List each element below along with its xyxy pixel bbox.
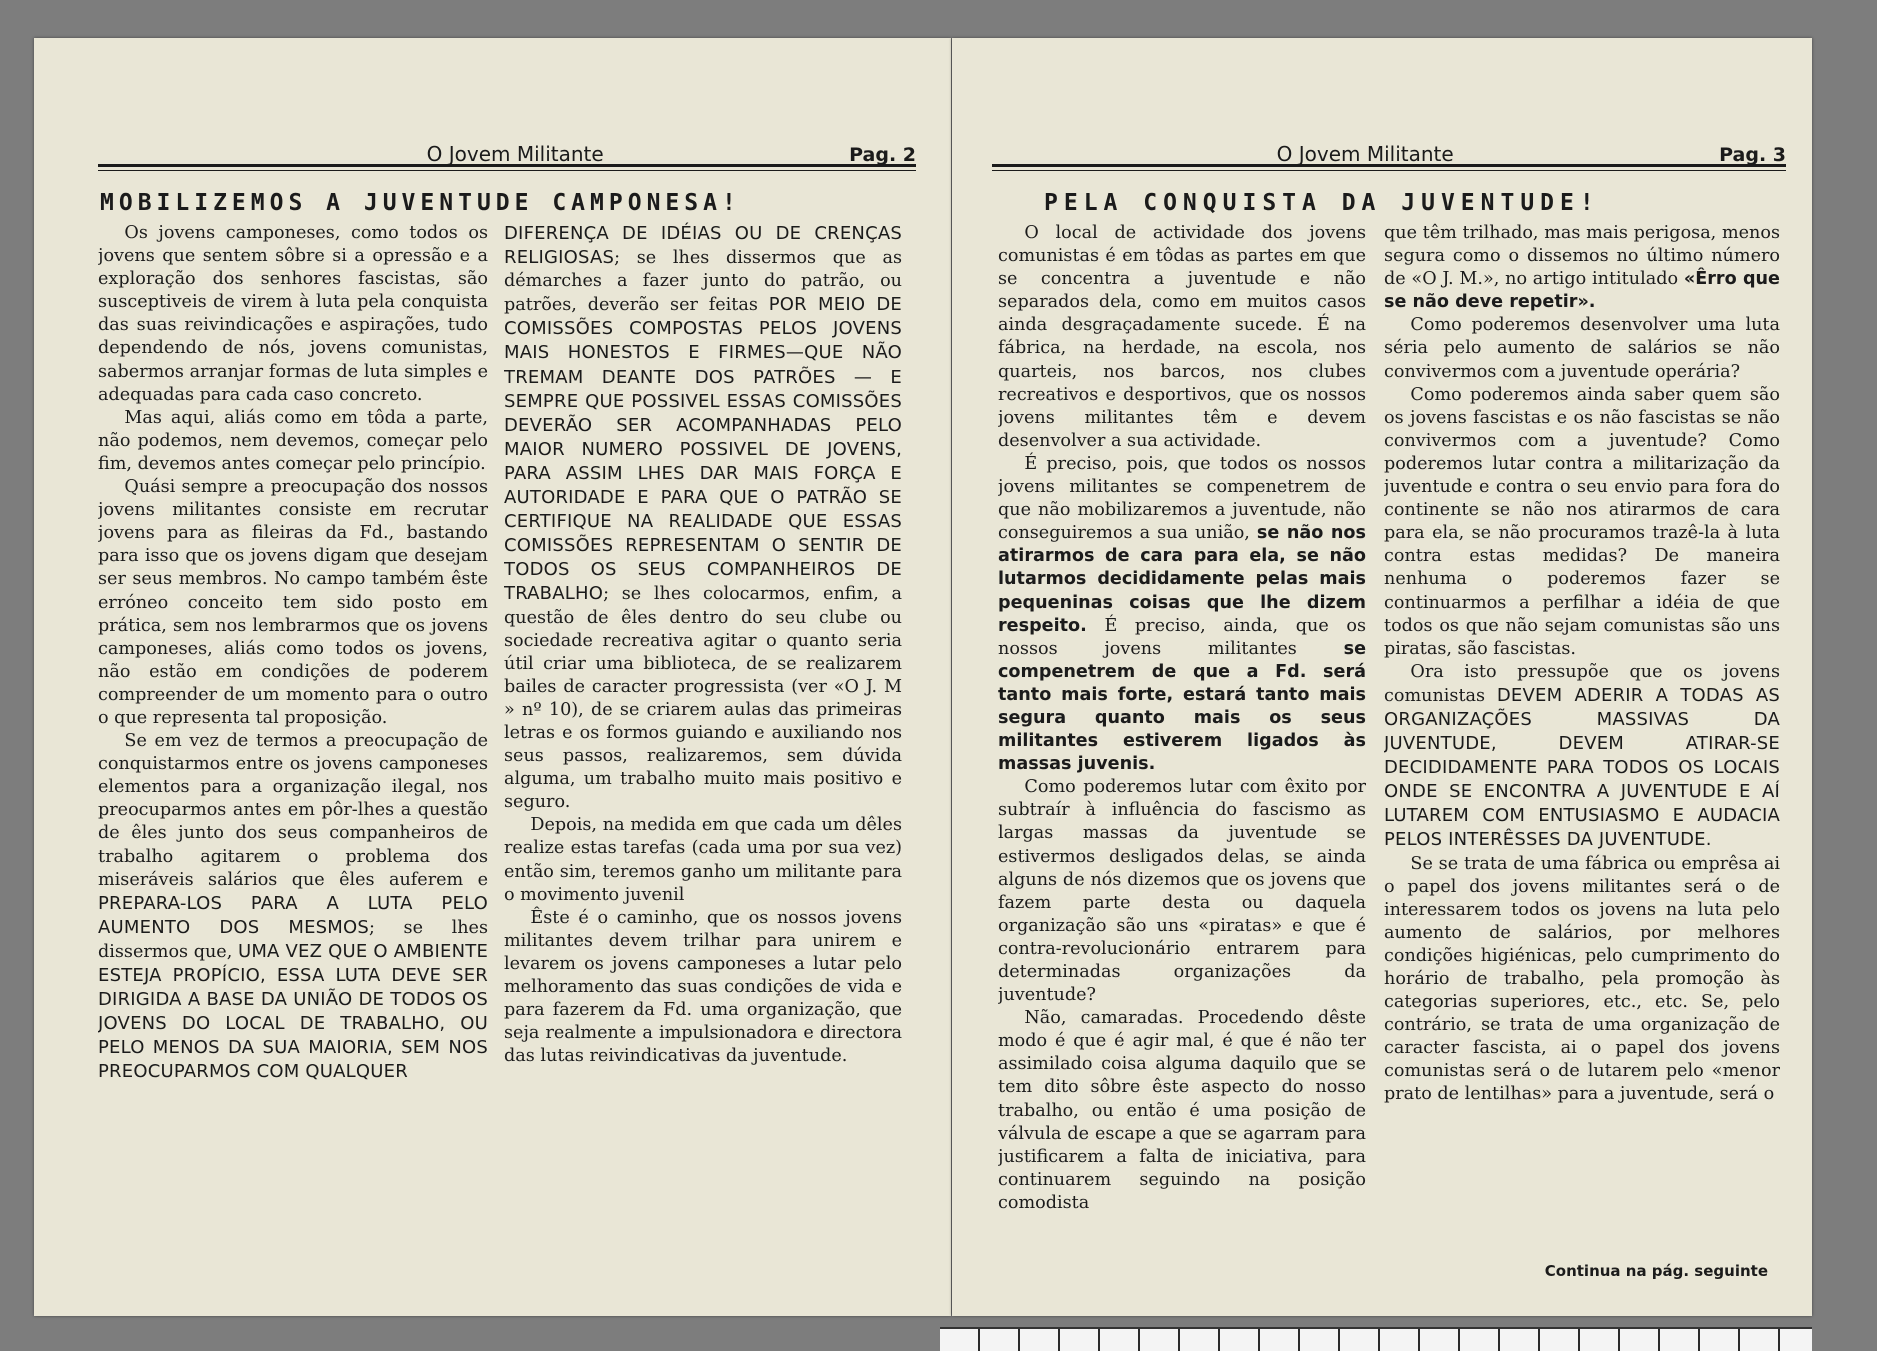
page-number: Pag. 3	[1719, 144, 1786, 166]
running-head	[992, 104, 1786, 166]
paragraph	[1384, 222, 1780, 314]
paragraph: Quási sempre a preocupação dos nossos jovens militantes consiste em recrutar jovens para as fileiras da Fd., bastando para isso que os jovens digam que desejam ser seus membros. No campo também êste erróneo conceito tem sido posto em prática, sem nos lembrarmos que os jovens camponeses, aliás como todos os jovens, não estão em condições de poderem compreender de um momento para o outro o que representa tal proposição.	[98, 477, 488, 728]
capitalized-emphasis: DIFERENÇA DE IDÉIAS OU DE CRENÇAS RELIGIOSAS	[504, 223, 902, 269]
paragraph-text: ; se lhes dissermos que as démarches a fazer junto do patrão, ou patrões, deverão ser feitas	[504, 248, 902, 316]
page-number: Pag. 2	[849, 144, 916, 166]
page-3	[952, 38, 1812, 1316]
paragraph: Depois, na medida em que cada um dêles realize estas tarefas (cada uma por sua vez) então sim, teremos ganho um militante para o movimento juvenil	[504, 815, 902, 905]
paragraph: Como poderemos lutar com êxito por subtraír à influência do fascismo as largas massas da juventude se estivermos desligados delas, se ainda alguns de nós dizemos que os jovens que fazem parte desta ou daquela organização são uns «piratas» e que é contra-revolucionário entrarem para determinadas organizações da juventude?	[998, 777, 1366, 1006]
paragraph: Mas aqui, aliás como em tôda a parte, não podemos, nem devemos, começar pelo fim, devemos antes começar pelo princípio.	[98, 407, 488, 474]
paragraph: O local de actividade dos jovens comunistas é em tôdas as partes em que se concentra a juventude e não separados dela, como em muitos casos ainda desgraçadamente sucede. É na fábrica, na herdade, na escola, nos quarteis, nos barcos, nos clubes recreativos e desportivos, que os nossos jovens militantes têm e devem desenvolver a sua actividade.	[998, 223, 1366, 451]
article-column-2	[1384, 222, 1780, 1282]
header-rule-thin	[992, 170, 1786, 171]
article-headline: MOBILIZEMOS A JUVENTUDE CAMPONESA!	[100, 190, 741, 216]
paragraph	[98, 730, 488, 1084]
article-headline: PELA CONQUISTA DA JUVENTUDE!	[1044, 190, 1600, 216]
paragraph	[1384, 661, 1780, 853]
paragraph-text: Ora isto pressupõe que os jovens comunistas	[1384, 661, 1780, 706]
paragraph-text: ; se lhes colocarmos, enfim, a questão de êles dentro do seu clube ou sociedade recreativa agitar o quanto seria útil criar uma biblioteca, de se realizarem bailes de caracter progressista (ver «O J. M » nº 10), de se criarem aulas das primeiras letras e os formos guiando e auxiliando nos seus passos, realizaremos, sem dúvida alguma, um trabalho muito mais positivo e seguro.	[504, 584, 902, 813]
journal-title: O Jovem Militante	[1276, 142, 1454, 166]
bold-emphasis: se não nos atirarmos de cara para ela, se não lutarmos decididamente pelas mais pequeninas coisas que lhe dizem respeito.	[998, 523, 1366, 636]
paragraph	[504, 222, 902, 814]
header-rule-thin	[98, 170, 916, 171]
paragraph-text: Se em vez de termos a preocupação de conquistarmos entre os jovens camponeses elementos para a organização ilegal, nos preocuparmos antes em pôr-lhes a questão de êles junto dos seus companheiros de trabalho agitarem o problema dos miseráveis salários que êles auferem e	[98, 731, 488, 890]
paragraph: Não, camaradas. Procedendo dêste modo é que é agir mal, é que é não ter assimilado coisa alguma daquilo que se tem dito sôbre êste aspecto do nosso trabalho, ou então é uma posição de válvula de escape a que se agarram para justificarem a falta de iniciativa, para continuarem seguindo na posição comodista	[998, 1008, 1366, 1213]
paragraph-text: que têm trilhado, mas mais perigosa, menos segura como o dissemos no último número de «O J. M.», no artigo intitulado	[1384, 223, 1780, 290]
paragraph	[998, 453, 1366, 776]
paragraph: Se se trata de uma fábrica ou emprêsa ai o papel dos jovens militantes será o de interessarem todos os jovens na luta pelo aumento de salários, por melhores condições higiénicas, pelo cumprimento do horário de trabalho, pela promoção às categorias superiores, etc., etc. Se, pelo contrário, se trata de uma organização de caracter fascista, ai o papel dos jovens comunistas será o de lutarem pelo «menor prato de lentilhas» para a juventude, será o	[1384, 853, 1780, 1105]
paragraph: Os jovens camponeses, como todos os jovens que sentem sôbre si a opressão e a exploração dos senhores fascistas, são susceptiveis de virem à luta pela conquista das suas reivindicações e aspirações, tudo dependendo de nós, jovens comunistas, sabermos arranjar formas de luta simples e adequadas para cada caso concreto.	[98, 223, 488, 405]
capitalized-emphasis: UMA VEZ QUE O AMBIENTE ESTEJA PROPÍCIO, ESSA LUTA DEVE SER DIRIGIDA A BASE DA UNIÃO DE TODOS OS JOVENS DO LOCAL DE TRABALHO, OU PELO MENOS DA SUA MAIORIA, SEM NOS PREOCUPARMOS COM QUALQUER	[98, 940, 488, 1083]
article-column-1	[998, 222, 1366, 1282]
journal-title: O Jovem Militante	[426, 142, 604, 166]
page-2	[34, 38, 951, 1316]
paragraph-text: É preciso, ainda, que os nossos jovens militantes	[998, 615, 1366, 659]
bold-emphasis: «Êrro que se não deve repetir».	[1384, 269, 1780, 313]
running-head	[98, 104, 916, 166]
continuation-note: Continua na pág. seguinte	[1544, 1262, 1768, 1280]
paragraph-text: ; se lhes dissermos que,	[98, 917, 488, 962]
paragraph: Como poderemos desenvolver uma luta séria pelo aumento de salários se não convivermos com a juventude operária?	[1384, 315, 1780, 382]
article-column-2	[504, 222, 902, 1282]
article-column-1	[98, 222, 488, 1282]
capitalized-emphasis: DEVEM ADERIR A TODAS AS ORGANIZAÇÕES MASSIVAS DA JUVENTUDE, DEVEM ATIRAR-SE DECIDIDAMENTE PARA TODOS OS LOCAIS ONDE SE ENCONTRA A JUVENTUDE E AÍ LUTAREM COM ENTUSIASMO E AUDACIA PELOS INTERÊSSES DA JUVENTUDE.	[1384, 684, 1780, 851]
capitalized-emphasis: PREPARA-LOS PARA A LUTA PELO AUMENTO DOS MESMOS	[98, 892, 488, 938]
bold-emphasis: se compenetrem de que a Fd. será tanto mais forte, estará tanto mais segura quanto mais os seus militantes estiverem ligados às massas juvenis.	[998, 638, 1366, 775]
paragraph-text: É preciso, pois, que todos os nossos jovens militantes se compenetrem de que não mobilizaremos a juventude, não conseguiremos a sua união,	[998, 453, 1366, 544]
paragraph: Como poderemos ainda saber quem são os jovens fascistas e os não fascistas se não convivermos com a juventude? Como poderemos lutar contra a militarização da juventude e contra o seu envio para fora do continente se não nos atirarmos de cara para ela, se não procuramos trazê-la à luta contra estas medidas? De maneira nenhuma o poderemos fazer se continuarmos a perfilhar a idéia de que todos os que não sejam comunistas são uns piratas, são fascistas.	[1384, 384, 1780, 659]
capitalized-emphasis: POR MEIO DE COMISSÕES COMPOSTAS PELOS JOVENS MAIS HONESTOS E FIRMES—QUE NÃO TREMAM DEANTE DOS PATRÕES — E SEMPRE QUE POSSIVEL ESSAS COMISSÕES DEVERÃO SER ACOMPANHADAS PELO MAIOR NUMERO POSSIVEL DE JOVENS, PARA ASSIM LHES DAR MAIS FORÇA E AUTORIDADE E PARA QUE O PATRÃO SE CERTIFIQUE NA REALIDADE QUE ESSAS COMISSÕES REPRESENTAM O SENTIR DE TODOS OS SEUS COMPANHEIROS DE TRABALHO	[504, 294, 902, 605]
paragraph: Êste é o caminho, que os nossos jovens militantes devem trilhar para unirem e levarem os jovens camponeses a lutar pelo melhoramento das suas condições de vida e para fazerem da Fd. uma organização, que seja realmente a impulsionadora e directora das lutas reivindicativas da juventude.	[504, 907, 902, 1067]
scale-ruler	[940, 1327, 1812, 1351]
